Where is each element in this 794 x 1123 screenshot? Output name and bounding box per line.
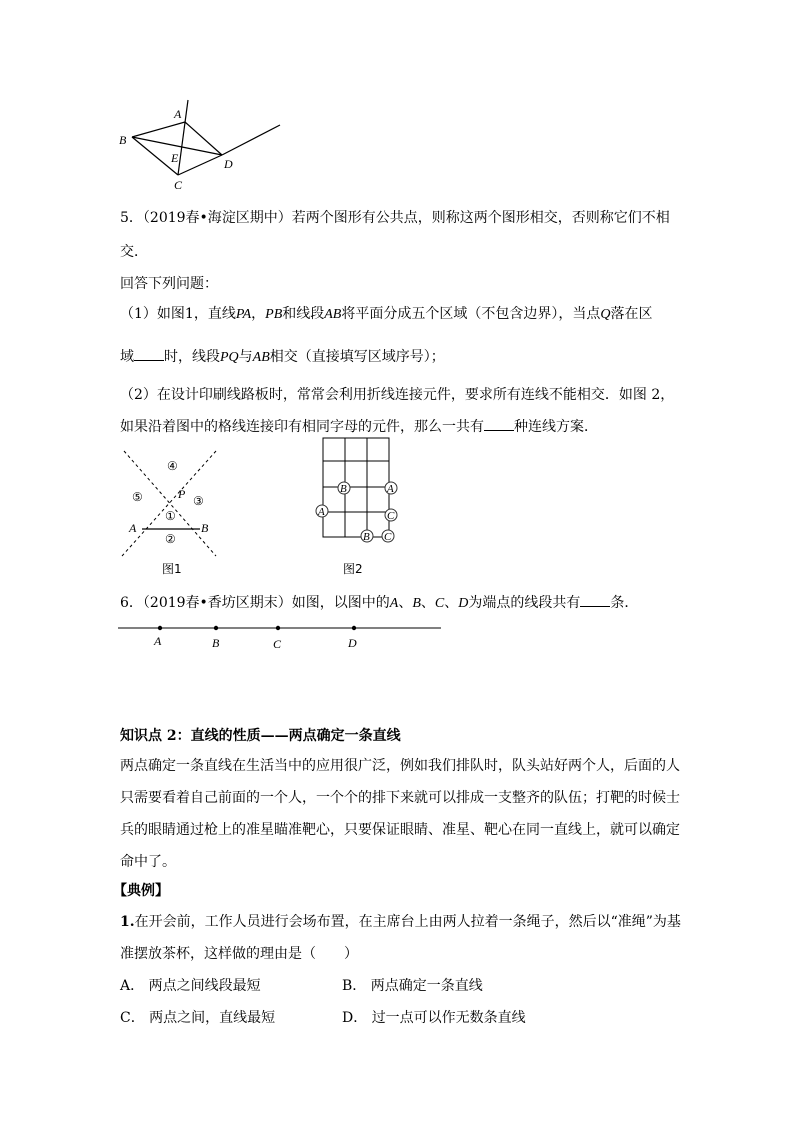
point-a: A bbox=[154, 634, 162, 648]
q6-head: 6．（2019春•香坊区期末）如图，以图中的 bbox=[120, 595, 390, 611]
option-d[interactable] bbox=[342, 1009, 526, 1027]
q6-c: C bbox=[434, 596, 445, 611]
example-line1: 在开会前，工作人员进行会场布置，在主席台上由两人拉着一条绳子，然后以“准绳”为基 bbox=[134, 914, 681, 930]
q6-sep-2: 、 bbox=[420, 595, 435, 611]
option-b-text: 两点确定一条直线 bbox=[370, 978, 483, 994]
point-b: B bbox=[212, 636, 220, 650]
label-b: B bbox=[201, 521, 209, 535]
q6-tail: 条． bbox=[610, 595, 639, 611]
figure-3 bbox=[118, 620, 448, 660]
q5-p1-q: Q bbox=[600, 307, 611, 322]
q5-p1-ab: AB bbox=[324, 307, 342, 322]
region-1: ① bbox=[165, 509, 176, 523]
grid-c-bottom: C bbox=[384, 531, 392, 543]
figure-2 bbox=[310, 435, 410, 585]
q5-p1-h: 与 bbox=[238, 349, 253, 365]
label-d: D bbox=[224, 157, 233, 171]
region-2: ② bbox=[165, 532, 176, 546]
q5-number: 5．（2019春•海淀区期中） bbox=[120, 210, 292, 226]
q5-p1-pa: PA bbox=[235, 307, 252, 322]
kp2-para-line4: 命中了。 bbox=[120, 854, 176, 870]
figure-3-svg bbox=[118, 620, 448, 660]
option-a-letter: A． bbox=[120, 978, 145, 994]
grid-c-right: C bbox=[387, 510, 395, 522]
q6-mid: 为端点的线段共有 bbox=[468, 595, 581, 611]
q5-p1-b: ， bbox=[251, 306, 266, 322]
option-a[interactable] bbox=[120, 977, 261, 995]
option-d-text: 过一点可以作无数条直线 bbox=[371, 1010, 526, 1026]
option-a-text: 两点之间线段最短 bbox=[148, 978, 261, 994]
q5-part1-line2 bbox=[120, 346, 445, 367]
label-c: C bbox=[174, 178, 183, 192]
option-b[interactable] bbox=[342, 977, 483, 995]
option-d-letter: D． bbox=[342, 1010, 368, 1026]
example-title: 【典例】 bbox=[113, 883, 169, 899]
option-c-text: 两点之间，直线最短 bbox=[149, 1010, 276, 1026]
example-question-line2: 准摆放茶杯，这样做的理由是（ ） bbox=[120, 946, 358, 962]
q5-stem-line2: 交． bbox=[120, 244, 148, 260]
region-5: ⑤ bbox=[132, 490, 143, 504]
q5-p1-d: 将平面分成五个区域（不包含边界），当点 bbox=[341, 306, 601, 322]
q5-p1-e: 落在区 bbox=[610, 306, 653, 322]
option-c-letter: C． bbox=[120, 1010, 145, 1026]
q6-sep-3: 、 bbox=[444, 595, 459, 611]
q6-b: B bbox=[412, 596, 421, 611]
figure-quadrilateral-svg bbox=[110, 95, 290, 195]
kp2-para-line1: 两点确定一条直线在生活当中的应用很广泛，例如我们排队时，队头站好两个人，后面的人 bbox=[120, 758, 680, 774]
grid-b-bottom: B bbox=[363, 531, 370, 543]
q5-part2-line1: （2）在设计印刷线路板时，常常会利用折线连接元件，要求所有连线不能相交．如图 2， bbox=[120, 387, 675, 403]
q5-blank-2[interactable] bbox=[484, 416, 514, 431]
label-a: A bbox=[174, 107, 182, 121]
q5-p1-pq: PQ bbox=[220, 350, 239, 365]
label-a: A bbox=[129, 521, 137, 535]
q5-p1-i: 相交（直接填写区域序号）； bbox=[269, 349, 445, 365]
q5-part1-line1 bbox=[120, 305, 652, 324]
kp2-para-line2: 只需要看着自己前面的一个人，一个个的排下来就可以排成一支整齐的队伍；打靶的时候士 bbox=[120, 790, 680, 806]
q6-d: D bbox=[458, 596, 469, 611]
figure-2-caption: 图2 bbox=[343, 562, 363, 576]
point-d: D bbox=[348, 636, 357, 650]
figure-1 bbox=[112, 446, 232, 586]
q6-stem bbox=[120, 592, 638, 613]
example-question-line1 bbox=[120, 913, 681, 931]
q5-prompt: 回答下列问题： bbox=[120, 276, 218, 292]
figure-quadrilateral bbox=[110, 95, 290, 195]
q5-p1-g: 时，线段 bbox=[164, 349, 220, 365]
q5-stem-line1 bbox=[120, 209, 670, 227]
point-c: C bbox=[273, 637, 282, 651]
q5-blank-1[interactable] bbox=[134, 346, 164, 361]
q6-blank[interactable] bbox=[580, 592, 610, 607]
example-q-number: 1. bbox=[120, 914, 135, 930]
q5-p1-c: 和线段 bbox=[282, 306, 325, 322]
label-b: B bbox=[119, 133, 127, 147]
q5-p1-a: （1）如图1，直线 bbox=[120, 306, 236, 322]
option-c[interactable] bbox=[120, 1009, 275, 1027]
q5-p1-ab2: AB bbox=[252, 350, 270, 365]
kp2-para-line3: 兵的眼睛通过枪上的准星瞄准靶心，只要保证眼睛、准星、靶心在同一直线上，就可以确定 bbox=[120, 822, 680, 838]
region-3: ③ bbox=[193, 494, 204, 508]
grid-b-top: B bbox=[340, 483, 347, 495]
q5-p2-a: 如果沿着图中的格线连接印有相同字母的元件，那么一共有 bbox=[120, 419, 484, 435]
grid-a-top: A bbox=[387, 483, 394, 495]
q5-stem1: 若两个图形有公共点，则称这两个图形相交，否则称它们不相 bbox=[291, 210, 670, 226]
q6-a: A bbox=[389, 596, 399, 611]
q5-p2-b: 种连线方案． bbox=[514, 419, 598, 435]
figure-2-svg bbox=[310, 435, 410, 545]
q5-p1-pb: PB bbox=[265, 307, 283, 322]
figure-1-caption: 图1 bbox=[162, 562, 182, 576]
q6-sep-1: 、 bbox=[398, 595, 413, 611]
q5-p1-f: 域 bbox=[120, 349, 134, 365]
option-b-letter: B． bbox=[342, 978, 367, 994]
region-4: ④ bbox=[167, 459, 178, 473]
kp2-title: 知识点 2：直线的性质——两点确定一条直线 bbox=[120, 728, 401, 744]
q5-part2-line2 bbox=[120, 416, 598, 436]
grid-a-left: A bbox=[318, 506, 325, 518]
label-p: P bbox=[178, 487, 186, 501]
label-e: E bbox=[171, 151, 179, 165]
